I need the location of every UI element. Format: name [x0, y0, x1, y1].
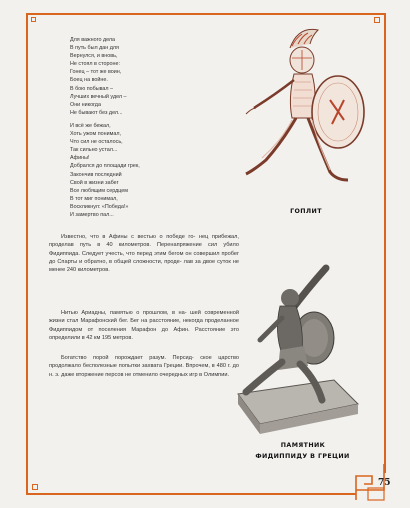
poem-stanza-1	[70, 36, 180, 117]
poem-line: Закончив последний	[70, 171, 122, 178]
poem-line: Хоть ужом понимал,	[70, 131, 122, 138]
paragraph-text: Нитью Ариадны, памятью о прошлом, в на- шей современной жизни стал Марафонский бег. Бег на расстояние, некогда проделанное Фидиппидом от поселения Марафон до Афин. Расстояние это определили в 42 км 195 метров.	[49, 310, 239, 341]
poem-line: И всё же бежал,	[70, 122, 111, 129]
poem-stanza-2	[70, 122, 180, 219]
poem-line: Они никогда	[70, 101, 101, 108]
poem-line: Не бывают без дел...	[70, 109, 123, 116]
poem-line: Для важного дела	[70, 37, 116, 43]
hoplite-caption: ГОПЛИТ	[290, 208, 322, 215]
poem-line: В тот миг понимал,	[70, 195, 118, 202]
poem-line: В бою побывал –	[70, 85, 114, 92]
hoplite-illustration	[232, 20, 392, 195]
poem-line: И замертво пал...	[70, 211, 114, 218]
poem-line: Все любящим сердцем	[70, 187, 128, 194]
monument-caption-line2: ФИДИППИДУ В ГРЕЦИИ	[255, 453, 350, 460]
paragraph-text: Богатство порой порождает разум. Персид- ское царство продолжало бесполезные попытки захвата Греции. Впрочем, в 480 г. до н. э. даже вторжение персов не отменило очередных игр в Олимпии.	[49, 355, 239, 378]
poem-line: Воскликнул: «Победа!»	[70, 203, 129, 210]
poem-line: Вернулся, и вновь,	[70, 53, 118, 60]
poem-line: Гонец – тот же воин,	[70, 69, 122, 76]
prose-paragraph-1	[49, 233, 239, 274]
page-number: 75	[378, 478, 391, 488]
poem-line: Не стоял в стороне:	[70, 61, 120, 68]
poem-line: Афины!	[70, 155, 90, 162]
poem-line: Свой в жизни забег	[70, 179, 119, 186]
paragraph-text: Известно, что в Афины с вестью о победе го- нец прибежал, проделав путь в 40 километров. Перенапряжение сил убило Фидиппида. Следует учесть, что перед этим бегом он совершил пробег до Спарты и обратно, в общей сложности, проде- лав за двое суток не менее 240 километров.	[49, 234, 239, 274]
monument-caption-line1: ПАМЯТНИК	[280, 442, 326, 449]
poem-line: Боец на войне.	[70, 77, 108, 84]
poem-line: Лучших вечный удел –	[70, 93, 127, 100]
prose-paragraph-3	[49, 354, 239, 379]
prose-paragraph-2	[49, 309, 239, 342]
poem-line: Что сил не осталось,	[70, 139, 123, 146]
poem-line: Добрался до площади грек,	[70, 163, 140, 170]
monument-illustration	[230, 254, 370, 434]
poem	[70, 36, 180, 224]
poem-line: Так сильно устал...	[70, 147, 118, 154]
poem-line: В путь был дан для	[70, 45, 119, 52]
